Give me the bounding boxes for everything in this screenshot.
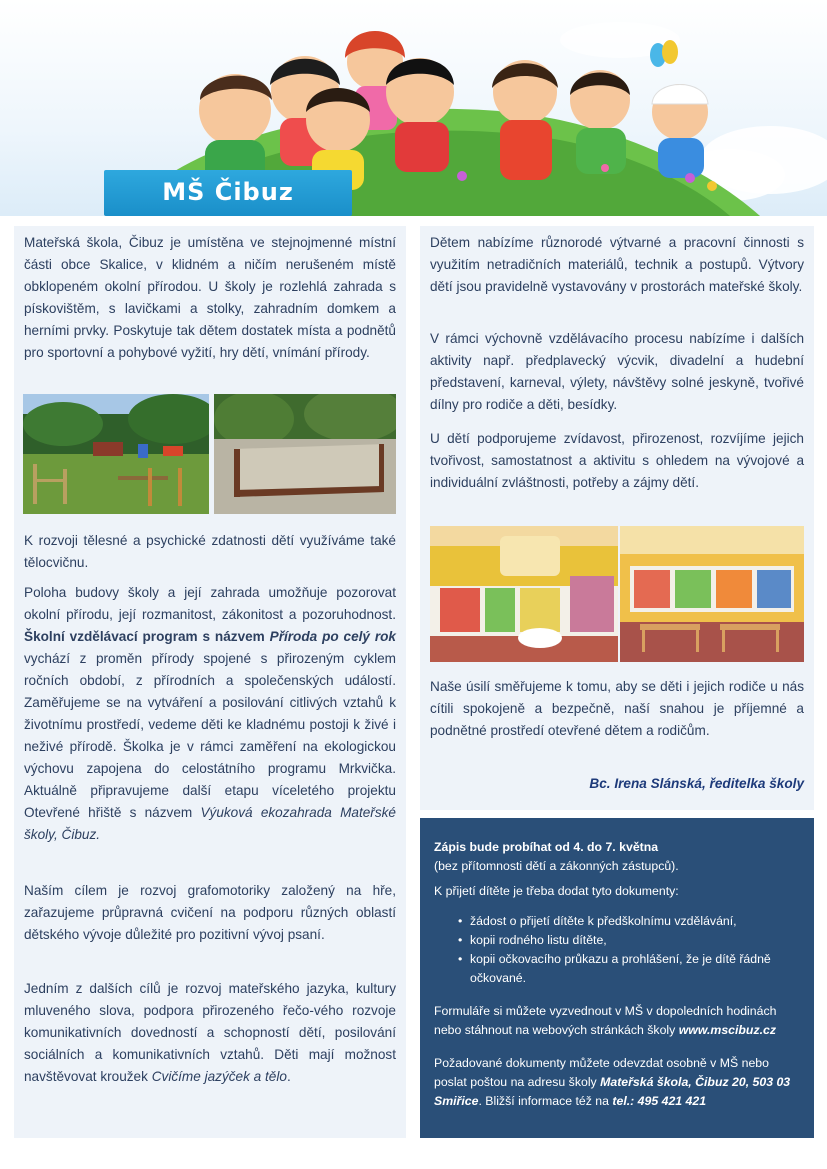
- documents-list: [434, 912, 802, 988]
- website-link[interactable]: www.mscibuz.cz: [678, 1023, 776, 1037]
- language-text-c: .: [286, 1069, 291, 1084]
- documents-list-block: [434, 912, 802, 988]
- education-paragraph: V rámci výchovně vzdělávacího procesu nabízíme i dalších aktivity např. předplavecký výcvik, divadelní a hudební představení, karneval, výlety, návštěvy solné jeskyně, tvořivé dílny pro rodiče a děti, besídky.: [430, 331, 804, 412]
- enrollment-box: [420, 818, 814, 1138]
- phone-number[interactable]: tel.: 495 421 421: [612, 1094, 707, 1108]
- garden-photo: [23, 394, 209, 514]
- signature: Bc. Irena Slánská, ředitelka školy: [589, 776, 804, 791]
- page-title: MŠ Čibuz: [162, 178, 294, 206]
- development-paragraph: U dětí podporujeme zvídavost, přirozenost, rozvíjíme jejich tvořivost, samostatnost a aktivitu s ohledem na vývojové a individuální zvláštnosti, potřeby a zájmy dětí.: [430, 431, 804, 490]
- gym-paragraph: K rozvoji tělesné a psychické zdatnosti dětí využíváme také tělocvičnu.: [24, 533, 396, 570]
- program-text-a: Poloha budovy školy a její zahrada umožňuje pozorovat okolní přírodu, její rozmanitost, zákonitost a pozoruhodnost.: [24, 585, 396, 622]
- documents-intro: K přijetí dítěte je třeba dodat tyto dokumenty:: [434, 884, 679, 898]
- environment-paragraph: Naše úsilí směřujeme k tomu, aby se děti i jejich rodiče u nás cítili spokojeně a bezpečně, naší snahou je příjemné a podnětné prostředí otevřené dětem a rodičům.: [430, 679, 804, 738]
- right-column: [420, 226, 814, 810]
- title-box: [104, 170, 352, 216]
- list-item: • žádost o přijetí dítěte k předškolnímu vzdělávání,: [434, 912, 802, 931]
- language-paragraph: [24, 978, 396, 1088]
- enrollment-heading: Zápis bude probíhat od 4. do 7. května: [434, 840, 659, 854]
- program-name: Příroda po celý rok: [269, 629, 396, 644]
- list-item: • kopii rodného listu dítěte,: [434, 931, 802, 950]
- activities-paragraph: Dětem nabízíme různorodé výtvarné a pracovní činnosti s využitím netradičních materiálů, technik a postupů. Výtvory dětí jsou pravidelně vystavovány v prostorách mateřské školy.: [430, 235, 804, 294]
- program-text-d: vychází z proměn přírody spojené s přirozeným cyklem ročních období, z přírodních a společenských událostí. Zaměřujeme se na vytváření a posilování citlivých vztahů k životnímu prostředí, vedeme děti ke kladnému postoji k živé i neživé přírodě. Školka je v rámci zaměření na ekologickou výchovu zapojena do celostátního programu Mrkvička. Aktuálně připravujeme další etapu víceletého projektu Otevřené hřiště s názvem: [24, 651, 396, 820]
- list-item: • kopii očkovacího průkazu a prohlášení, že je dítě řádně očkované.: [434, 950, 802, 988]
- classroom-photo-2: [620, 526, 804, 662]
- language-text-a: Jedním z dalších cílů je rozvoj mateřského jazyka, kultury mluveného slova, podpora přirozeného řečo-vého rozvoje komunikativních dovedností a schopností dětí, posilování sociálních a komunikativních vztahů. Děti mají možnost navštěvovat kroužek: [24, 981, 396, 1084]
- left-column: [14, 226, 406, 1138]
- program-paragraph: [24, 582, 396, 846]
- enrollment-subheading: (bez přítomnosti dětí a zákonných zástupců).: [434, 859, 679, 873]
- submission-paragraph: [434, 1054, 802, 1111]
- classroom-photo-1: [430, 526, 618, 662]
- submission-text: Požadované dokumenty můžete odevzdat osobně v MŠ nebo poslat poštou na adresu školy: [434, 1056, 769, 1089]
- info-text: . Bližší informace též na: [478, 1094, 613, 1108]
- enrollment-heading-block: [434, 838, 802, 876]
- club-name: Cvičíme jazýček a tělo: [151, 1069, 287, 1084]
- graphomotor-paragraph: Naším cílem je rozvoj grafomotoriky založený na hře, zařazujeme průpravná cvičení na podporu různých oblastí dětského vývoje důležité pro pozitivní vývoj psaní.: [24, 883, 396, 942]
- header-banner: [0, 0, 827, 216]
- forms-text: Formuláře si můžete vyzvednout v MŠ v dopoledních hodinách nebo stáhnout na webových stránkách školy: [434, 1004, 777, 1037]
- project-name: Výuková ekozahrada Mateřské školy, Čibuz.: [24, 805, 396, 842]
- school-address: Mateřská škola, Čibuz 20, 503 03 Smiřice: [434, 1075, 791, 1108]
- program-text-bold: Školní vzdělávací program s názvem: [24, 629, 270, 644]
- sandpit-photo: [214, 394, 396, 514]
- intro-paragraph: Mateřská škola, Čibuz je umístěna ve stejnojmenné místní části obce Skalice, v klidném a ničím nerušeném místě obklopeném okolní přírodou. U školy je rozlehlá zahrada s pískovištěm, s lavičkami a stolky, zahradním domkem a herními prvky. Poskytuje tak dětem dostatek místa a podnětů pro sportovní a pohybové vyžití, hry dětí, vnímání přírody.: [24, 235, 396, 360]
- forms-paragraph: [434, 1002, 802, 1040]
